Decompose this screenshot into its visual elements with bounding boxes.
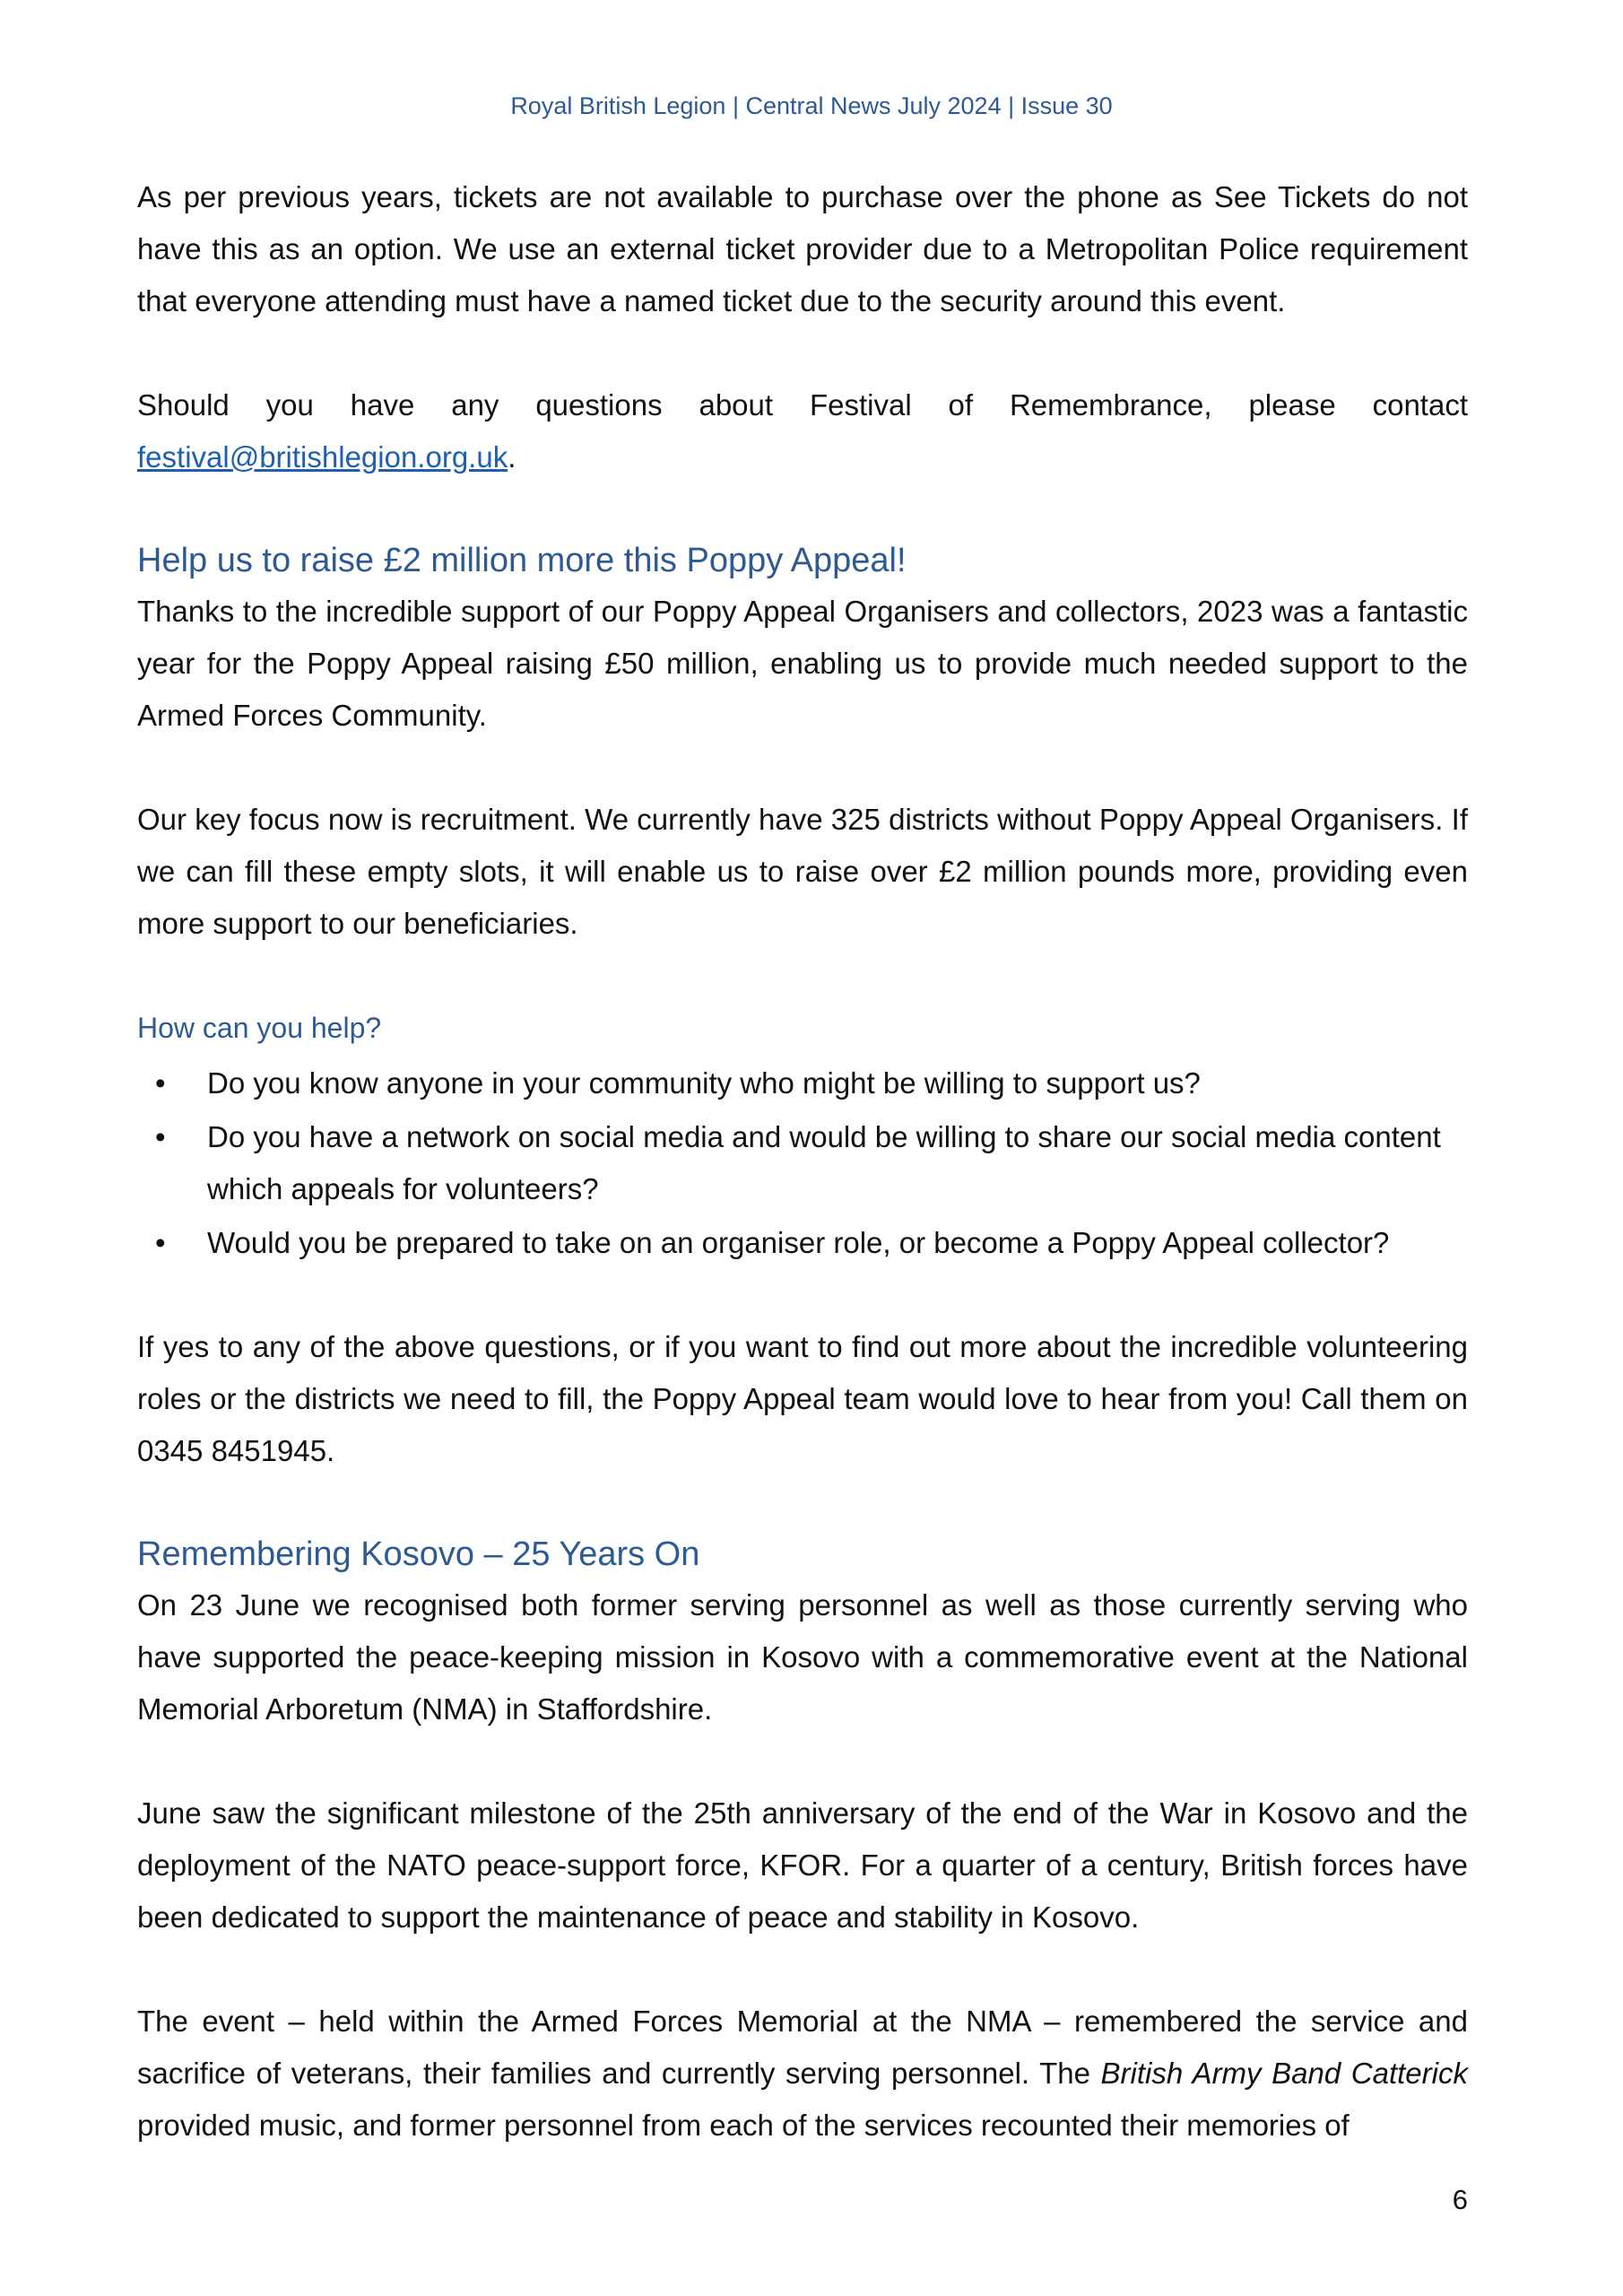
bullet-icon: • [155, 1120, 166, 1153]
kosovo-paragraph-2: June saw the significant milestone of the 25th anniversary of the end of the War in Kosovo and the deployment of the NATO peace-support force, KFOR. For a quarter of a century, British forces have been dedicated to support the maintenance of peace and stability in Kosovo. [137, 1796, 1468, 1934]
poppy-appeal-heading: Help us to raise £2 million more this Poppy Appeal! [137, 542, 907, 579]
questions-paragraph [137, 379, 1468, 483]
festival-email-link[interactable]: festival@britishlegion.org.uk [137, 440, 508, 474]
kosovo-heading: Remembering Kosovo – 25 Years On [137, 1535, 700, 1573]
bullet-icon: • [155, 1066, 166, 1100]
questions-text: Should you have any questions about Festival of Remembrance, please contact [137, 388, 1468, 422]
list-item [137, 1217, 1468, 1269]
kosovo-paragraph-1: On 23 June we recognised both former serving personnel as well as those currently serving who have supported the peace-keeping mission in Kosovo with a commemorative event at the National Memorial Arboretum (NMA) in Staffordshire. [137, 1588, 1468, 1726]
poppy-paragraph-2: Our key focus now is recruitment. We currently have 325 districts without Poppy Appeal Organisers. If we can fill these empty slots, it will enable us to raise over £2 million pounds more, providing even more support to our beneficiaries. [137, 803, 1468, 940]
poppy-paragraph-3: If yes to any of the above questions, or if you want to find out more about the incredible volunteering roles or the districts we need to fill, the Poppy Appeal team would love to hear from you! Call them on 0345 8451945. [137, 1330, 1468, 1467]
poppy-paragraph-1: Thanks to the incredible support of our Poppy Appeal Organisers and collectors, 2023 was a fantastic year for the Poppy Appeal raising £50 million, enabling us to provide much needed support to the Armed Forces Community. [137, 595, 1468, 732]
questions-suffix: . [508, 440, 516, 474]
list-item-text: Do you have a network on social media and would be willing to share our social media content which appeals for volunteers? [207, 1120, 1441, 1205]
kosovo-paragraph-3 [137, 1996, 1468, 2152]
page-header: Royal British Legion | Central News July 2024 | Issue 30 [510, 92, 1113, 119]
help-bullet-list [137, 1057, 1468, 1269]
how-can-you-help-heading: How can you help? [137, 1012, 382, 1044]
kosovo-p3-continuation: provided music, and former personnel from each of the services recounted their memories of [137, 2109, 1350, 2142]
list-item [137, 1057, 1468, 1109]
kosovo-p3-text: The event – held within the Armed Forces Memorial at the NMA – remembered the service and sacrifice of veterans, their families and currently serving personnel. The [137, 2005, 1468, 2090]
bullet-icon: • [155, 1226, 166, 1259]
tickets-paragraph: As per previous years, tickets are not available to purchase over the phone as See Tickets do not have this as an option. We use an external ticket provider due to a Metropolitan Police requirement that everyone attending must have a named ticket due to the security around this event. [137, 180, 1468, 317]
list-item-text: Would you be prepared to take on an organiser role, or become a Poppy Appeal collector? [207, 1226, 1390, 1259]
page-number: 6 [1452, 2184, 1468, 2215]
list-item [137, 1111, 1468, 1215]
band-name: British Army Band Catterick [1100, 2057, 1468, 2090]
list-item-text: Do you know anyone in your community who might be willing to support us? [207, 1066, 1201, 1100]
main-content [137, 171, 1468, 2152]
